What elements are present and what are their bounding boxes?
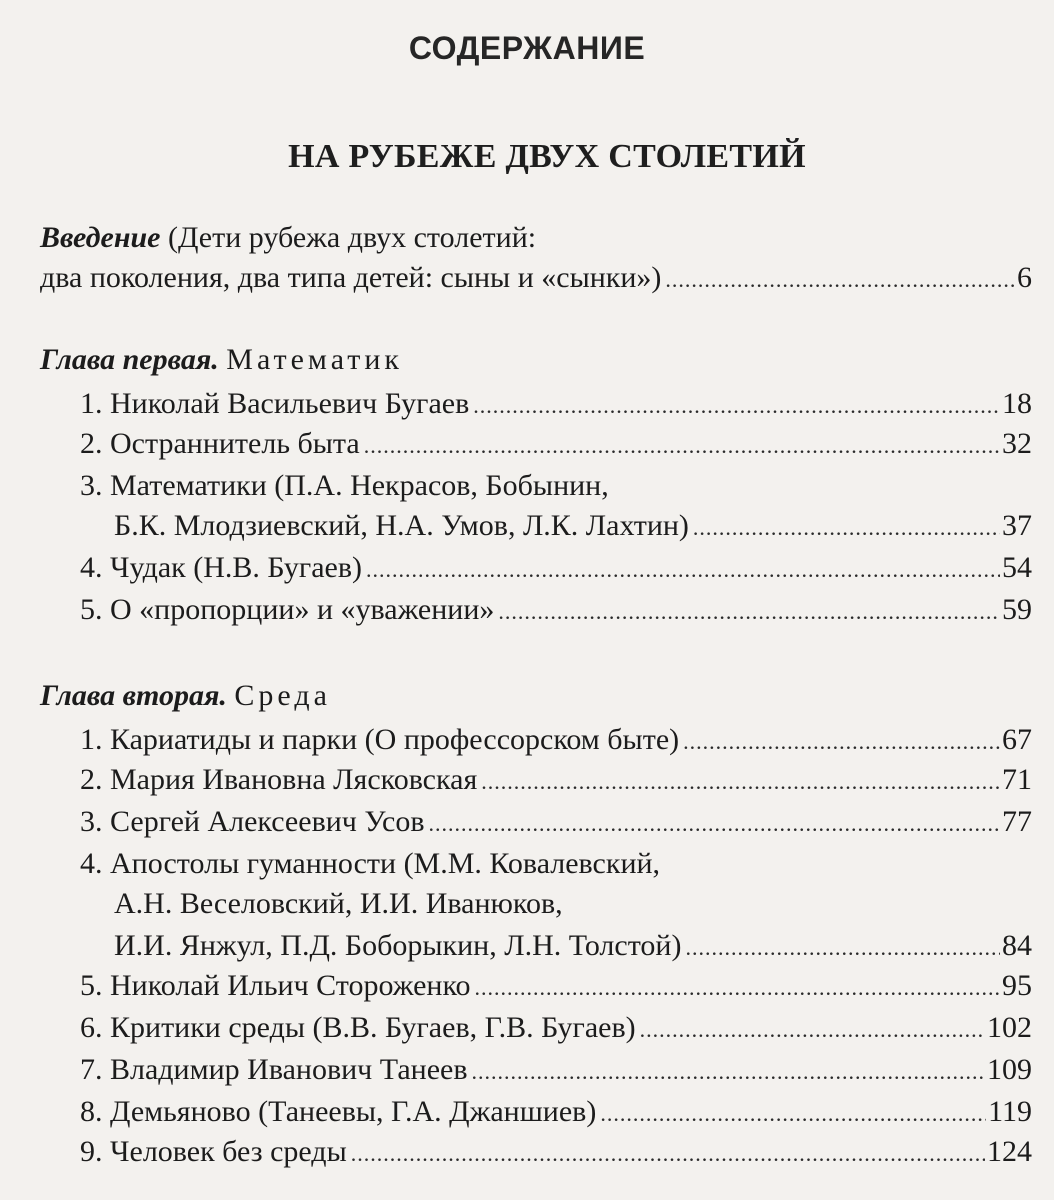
dot-leader	[475, 968, 1000, 1008]
chapter-1-title: Математик	[226, 343, 403, 376]
entry-text: И.И. Янжул, П.Д. Боборыкин, Л.Н. Толстой)	[114, 929, 682, 962]
dot-leader	[366, 550, 1000, 590]
dot-leader	[683, 722, 1000, 762]
entry-text: 5. Николай Ильич Стороженко	[80, 969, 471, 1002]
page-number: 67	[1002, 723, 1032, 756]
toc-entry-intro[interactable]	[40, 258, 1032, 298]
page-number: 95	[1002, 969, 1032, 1002]
page-number: 59	[1002, 593, 1032, 626]
entry-text: А.Н. Веселовский, И.И. Иванюков,	[114, 887, 563, 920]
dot-leader	[600, 1094, 986, 1134]
toc-entry-line2[interactable]	[114, 884, 1032, 924]
entry-text: 5. О «пропорции» и «уважении»	[80, 593, 495, 626]
page-number: 124	[987, 1135, 1032, 1168]
page-number: 54	[1002, 551, 1032, 584]
dot-leader	[351, 1134, 985, 1174]
toc-entry[interactable]	[80, 1132, 1032, 1172]
dot-leader	[693, 508, 1000, 548]
page-number: 102	[987, 1011, 1032, 1044]
toc-entry[interactable]	[80, 1092, 1032, 1132]
entry-text: 4. Апостолы гуманности (М.М. Ковалевский,	[80, 847, 661, 880]
page-number: 37	[1002, 509, 1032, 542]
part-title: НА РУБЕЖЕ ДВУХ СТОЛЕТИЙ	[288, 138, 806, 175]
chapter-1-heading	[40, 340, 1032, 380]
entry-text: 3. Сергей Алексеевич Усов	[80, 805, 425, 838]
toc-entry[interactable]	[80, 1008, 1032, 1048]
page-number: 32	[1002, 427, 1032, 460]
chapter-1-label: Глава первая.	[40, 343, 219, 376]
entry-text: 9. Человек без среды	[80, 1135, 347, 1168]
entry-text: 3. Математики (П.А. Некрасов, Бобынин,	[80, 469, 609, 502]
page-number: 71	[1002, 763, 1032, 796]
toc-entry-line1[interactable]	[80, 466, 1032, 506]
page-number: 119	[988, 1095, 1032, 1128]
toc-entry[interactable]	[80, 424, 1032, 464]
toc-entry[interactable]	[114, 926, 1032, 966]
dot-leader	[473, 386, 1000, 426]
entry-text: 4. Чудак (Н.В. Бугаев)	[80, 551, 362, 584]
dot-leader	[498, 592, 1000, 632]
dot-leader	[364, 426, 1000, 466]
toc-entry[interactable]	[114, 506, 1032, 546]
toc-entry[interactable]	[80, 1050, 1032, 1090]
toc-entry[interactable]	[80, 384, 1032, 424]
entry-text: 2. Остраннитель быта	[80, 427, 360, 460]
entry-text: 2. Мария Ивановна Лясковская	[80, 763, 478, 796]
entry-text: 8. Демьяново (Танеевы, Г.А. Джаншиев)	[80, 1095, 597, 1128]
intro-label: Введение	[40, 221, 161, 254]
entry-text: 7. Владимир Иванович Танеев	[80, 1053, 468, 1086]
toc-entry[interactable]	[80, 590, 1032, 630]
page-number: 18	[1002, 387, 1032, 420]
page-title: СОДЕРЖАНИЕ	[408, 30, 646, 66]
dot-leader	[481, 762, 1000, 802]
dot-leader	[640, 1010, 985, 1050]
toc-entry-line1[interactable]	[80, 844, 1032, 884]
page-number: 84	[1002, 929, 1032, 962]
page-number: 6	[1017, 261, 1032, 294]
dot-leader	[665, 260, 1015, 300]
chapter-2-label: Глава вторая.	[40, 679, 227, 712]
entry-text: Б.К. Млодзиевский, Н.А. Умов, Л.К. Лахтин)	[114, 509, 689, 542]
entry-text: 1. Николай Васильевич Бугаев	[80, 387, 470, 420]
toc-entry[interactable]	[80, 802, 1032, 842]
dot-leader	[685, 928, 1000, 968]
entry-text: 6. Критики среды (В.В. Бугаев, Г.В. Бугаев)	[80, 1011, 636, 1044]
entry-text: два поколения, два типа детей: сыны и «сынки»)	[40, 261, 662, 294]
page-number: 109	[987, 1053, 1032, 1086]
intro-heading-line	[40, 218, 1032, 258]
toc-entry[interactable]	[80, 966, 1032, 1006]
toc-entry[interactable]	[80, 720, 1032, 760]
chapter-2-heading	[40, 676, 1032, 716]
dot-leader	[472, 1052, 985, 1092]
dot-leader	[429, 804, 1001, 844]
intro-subtitle: (Дети рубежа двух столетий:	[160, 221, 537, 254]
chapter-2-title: Среда	[234, 679, 331, 712]
toc-entry[interactable]	[80, 760, 1032, 800]
entry-text: 1. Кариатиды и парки (О профессорском быте)	[80, 723, 680, 756]
page-number: 77	[1002, 805, 1032, 838]
toc-entry[interactable]	[80, 548, 1032, 588]
